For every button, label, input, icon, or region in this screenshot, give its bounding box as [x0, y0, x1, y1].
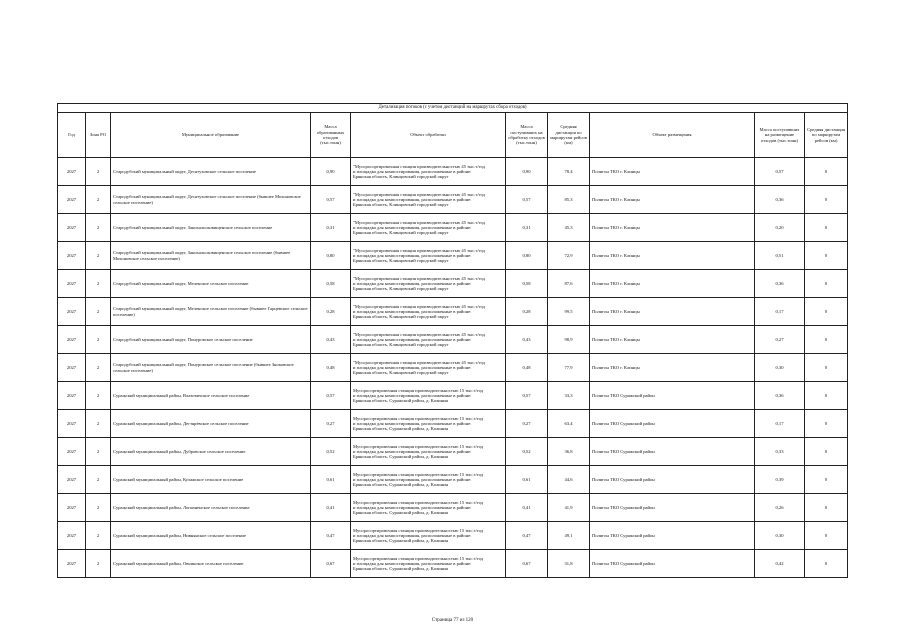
cell-processing-object: Мусоросортировочная станция производительностью 15 тыс.т/год и площадка для компостирования, расположенные в районе: Брянская область, Суражский район, д. Калинин: [351, 522, 506, 550]
table-row: [58, 550, 848, 578]
table-row: [58, 186, 848, 214]
cell-mass-generated: 0,43: [311, 326, 351, 354]
cell-avg-distance: 45,3: [548, 214, 590, 242]
table-row: [58, 158, 848, 186]
cell-placement-object: Полигон ТКО Суражский район: [590, 382, 755, 410]
cell-zone: 2: [86, 158, 111, 186]
cell-zone: 2: [86, 242, 111, 270]
cell-placement-object: Полигон ТКО г. Клинцы: [590, 326, 755, 354]
header-municipality: Муниципальное образование: [111, 113, 311, 158]
cell-mass-generated: 0,47: [311, 522, 351, 550]
header-zone: Зона РО: [86, 113, 111, 158]
cell-avg-distance-2: 0: [805, 354, 848, 382]
cell-mass-generated: 0,61: [311, 466, 351, 494]
cell-mass-generated: 0,58: [311, 270, 351, 298]
cell-year: 2027: [58, 298, 86, 326]
table-row: [58, 522, 848, 550]
table-row: [58, 214, 848, 242]
cell-placement-object: Полигон ТКО г. Клинцы: [590, 270, 755, 298]
cell-municipality: Стародубский муниципальный округ, Меленское сельское поселение (бывшее Гарцевское сельское поселение): [111, 298, 311, 326]
cell-municipality: Стародубский муниципальный округ, Десятуховское сельское поселение (бывшее Мохоновское сельское поселение): [111, 186, 311, 214]
cell-mass-placement: 0,36: [755, 382, 805, 410]
cell-avg-distance-2: 0: [805, 270, 848, 298]
cell-mass-processing: 0,58: [506, 270, 548, 298]
cell-placement-object: Полигон ТКО г. Клинцы: [590, 186, 755, 214]
cell-year: 2027: [58, 438, 86, 466]
page-number: Страница 77 из 120: [431, 618, 474, 623]
document-sheet: [57, 103, 847, 578]
cell-mass-processing: 0,43: [506, 326, 548, 354]
cell-zone: 2: [86, 494, 111, 522]
table-row: [58, 382, 848, 410]
header-mass-processing: Масса поступивших на обработку отходов (тыс.тонн): [506, 113, 548, 158]
table-row: [58, 438, 848, 466]
table-row: [58, 242, 848, 270]
cell-placement-object: Полигон ТКО г. Клинцы: [590, 214, 755, 242]
header-mass-generated: Масса образованных отходов (тыс.тонн): [311, 113, 351, 158]
cell-zone: 2: [86, 214, 111, 242]
cell-avg-distance: 87,6: [548, 270, 590, 298]
cell-mass-generated: 0,57: [311, 186, 351, 214]
cell-year: 2027: [58, 326, 86, 354]
cell-mass-placement: 0,20: [755, 214, 805, 242]
cell-year: 2027: [58, 242, 86, 270]
cell-mass-placement: 0,27: [755, 326, 805, 354]
cell-mass-processing: 0,61: [506, 466, 548, 494]
table-body: [58, 158, 848, 578]
cell-year: 2027: [58, 550, 86, 578]
cell-municipality: Стародубский муниципальный округ, Понуровское сельское поселение: [111, 326, 311, 354]
cell-mass-generated: 0,27: [311, 410, 351, 438]
cell-avg-distance: 33,3: [548, 382, 590, 410]
cell-avg-distance-2: 0: [805, 438, 848, 466]
cell-zone: 2: [86, 438, 111, 466]
cell-municipality: Суражский муниципальный район, Влазовичское сельское поселение: [111, 382, 311, 410]
cell-year: 2027: [58, 186, 86, 214]
cell-avg-distance-2: 0: [805, 494, 848, 522]
cell-mass-processing: 0,80: [506, 242, 548, 270]
cell-mass-processing: 0,47: [506, 522, 548, 550]
cell-avg-distance-2: 0: [805, 298, 848, 326]
cell-mass-generated: 0,28: [311, 298, 351, 326]
cell-year: 2027: [58, 522, 86, 550]
cell-avg-distance-2: 0: [805, 522, 848, 550]
cell-avg-distance: 36,8: [548, 438, 590, 466]
cell-year: 2027: [58, 158, 86, 186]
cell-zone: 2: [86, 382, 111, 410]
table-caption-row: [58, 104, 848, 113]
cell-zone: 2: [86, 326, 111, 354]
header-placement-object: Объект размещения: [590, 113, 755, 158]
cell-avg-distance: 49,1: [548, 522, 590, 550]
cell-year: 2027: [58, 382, 86, 410]
cell-avg-distance: 41,9: [548, 494, 590, 522]
cell-mass-placement: 0,26: [755, 494, 805, 522]
cell-placement-object: Полигон ТКО Суражский район: [590, 550, 755, 578]
cell-municipality: Стародубский муниципальный округ, Меленское сельское поселение: [111, 270, 311, 298]
cell-processing-object: "Мусоросортировочная станция производительностью 45 тыс.т/год и площадка для компостирования, расположенные в районе: Брянская область, Клинцовский городской округ: [351, 214, 506, 242]
cell-municipality: Суражский муниципальный район, Дегтярёвское сельское поселение: [111, 410, 311, 438]
cell-mass-generated: 0,52: [311, 438, 351, 466]
cell-mass-placement: 0,42: [755, 550, 805, 578]
table-row: [58, 494, 848, 522]
cell-mass-placement: 0,39: [755, 466, 805, 494]
cell-avg-distance-2: 0: [805, 214, 848, 242]
cell-placement-object: Полигон ТКО г. Клинцы: [590, 242, 755, 270]
cell-mass-placement: 0,57: [755, 158, 805, 186]
cell-avg-distance: 31,8: [548, 550, 590, 578]
cell-municipality: Стародубский муниципальный округ, Занохальсковищенское сельское поселение (бывшее Мохоновское сельское поселение): [111, 242, 311, 270]
cell-placement-object: Полигон ТКО Суражский район: [590, 438, 755, 466]
cell-avg-distance-2: 0: [805, 242, 848, 270]
cell-zone: 2: [86, 186, 111, 214]
cell-year: 2027: [58, 410, 86, 438]
cell-avg-distance-2: 0: [805, 186, 848, 214]
cell-processing-object: Мусоросортировочная станция производительностью 15 тыс.т/год и площадка для компостирования, расположенные в районе: Брянская область, Суражский район, д. Калинин: [351, 410, 506, 438]
header-mass-placement: Масса поступивших на размещение отходов (тыс.тонн): [755, 113, 805, 158]
cell-processing-object: Мусоросортировочная станция производительностью 15 тыс.т/год и площадка для компостирования, расположенные в районе: Брянская область, Суражский район, д. Калинин: [351, 438, 506, 466]
cell-mass-processing: 0,48: [506, 354, 548, 382]
cell-zone: 2: [86, 298, 111, 326]
table-row: [58, 270, 848, 298]
cell-year: 2027: [58, 270, 86, 298]
cell-avg-distance: 98,9: [548, 326, 590, 354]
cell-placement-object: Полигон ТКО г. Клинцы: [590, 158, 755, 186]
cell-municipality: Суражский муниципальный район, Овчинское сельское поселение: [111, 550, 311, 578]
cell-avg-distance: 78,4: [548, 158, 590, 186]
cell-zone: 2: [86, 550, 111, 578]
cell-mass-processing: 0,57: [506, 382, 548, 410]
cell-processing-object: "Мусоросортировочная станция производительностью 45 тыс.т/год и площадка для компостирования, расположенные в районе: Брянская область, Клинцовский городской округ: [351, 158, 506, 186]
cell-processing-object: "Мусоросортировочная станция производительностью 45 тыс.т/год и площадка для компостирования, расположенные в районе: Брянская область, Клинцовский городской округ: [351, 354, 506, 382]
cell-mass-placement: 0,36: [755, 270, 805, 298]
cell-mass-generated: 0,57: [311, 382, 351, 410]
cell-year: 2027: [58, 354, 86, 382]
cell-mass-processing: 0,28: [506, 298, 548, 326]
cell-mass-generated: 0,90: [311, 158, 351, 186]
header-year: Год: [58, 113, 86, 158]
cell-placement-object: Полигон ТКО г. Клинцы: [590, 298, 755, 326]
cell-avg-distance: 77,9: [548, 354, 590, 382]
cell-processing-object: Мусоросортировочная станция производительностью 15 тыс.т/год и площадка для компостирования, расположенные в районе: Брянская область, Суражский район, д. Калинин: [351, 494, 506, 522]
cell-processing-object: "Мусоросортировочная станция производительностью 45 тыс.т/год и площадка для компостирования, расположенные в районе: Брянская область, Клинцовский городской округ: [351, 326, 506, 354]
cell-processing-object: "Мусоросортировочная станция производительностью 45 тыс.т/год и площадка для компостирования, расположенные в районе: Брянская область, Клинцовский городской округ: [351, 298, 506, 326]
cell-mass-processing: 0,57: [506, 186, 548, 214]
cell-zone: 2: [86, 522, 111, 550]
cell-placement-object: Полигон ТКО Суражский район: [590, 494, 755, 522]
cell-mass-processing: 0,52: [506, 438, 548, 466]
cell-processing-object: Мусоросортировочная станция производительностью 15 тыс.т/год и площадка для компостирования, расположенные в районе: Брянская область, Суражский район, д. Калинин: [351, 466, 506, 494]
cell-avg-distance: 85,3: [548, 186, 590, 214]
cell-zone: 2: [86, 270, 111, 298]
cell-zone: 2: [86, 354, 111, 382]
cell-avg-distance: 44,6: [548, 466, 590, 494]
cell-mass-generated: 0,80: [311, 242, 351, 270]
cell-year: 2027: [58, 494, 86, 522]
cell-mass-placement: 0,30: [755, 354, 805, 382]
cell-zone: 2: [86, 410, 111, 438]
cell-processing-object: Мусоросортировочная станция производительностью 15 тыс.т/год и площадка для компостирования, расположенные в районе: Брянская область, Суражский район, д. Калинин: [351, 382, 506, 410]
cell-avg-distance: 72,9: [548, 242, 590, 270]
table-header-row: [58, 113, 848, 158]
cell-zone: 2: [86, 466, 111, 494]
cell-avg-distance-2: 0: [805, 158, 848, 186]
table-row: [58, 298, 848, 326]
cell-avg-distance-2: 0: [805, 466, 848, 494]
cell-year: 2027: [58, 214, 86, 242]
cell-placement-object: Полигон ТКО Суражский район: [590, 522, 755, 550]
cell-mass-placement: 0,33: [755, 438, 805, 466]
cell-municipality: Стародубский муниципальный округ, Занохальсковищенское сельское поселение: [111, 214, 311, 242]
table-row: [58, 410, 848, 438]
cell-mass-processing: 0,90: [506, 158, 548, 186]
cell-municipality: Суражский муниципальный район, Нивнянское сельское поселение: [111, 522, 311, 550]
cell-mass-processing: 0,31: [506, 214, 548, 242]
cell-mass-placement: 0,17: [755, 410, 805, 438]
table-row: [58, 354, 848, 382]
cell-municipality: Стародубский муниципальный округ, Десятуховское сельское поселение: [111, 158, 311, 186]
cell-mass-placement: 0,17: [755, 298, 805, 326]
cell-mass-placement: 0,51: [755, 242, 805, 270]
cell-avg-distance-2: 0: [805, 326, 848, 354]
header-avg-distance-2: Средняя дистанция по маршрутам рейсов (км): [805, 113, 848, 158]
cell-mass-placement: 0,36: [755, 186, 805, 214]
cell-avg-distance: 63,4: [548, 410, 590, 438]
cell-placement-object: Полигон ТКО Суражский район: [590, 466, 755, 494]
cell-avg-distance: 99,5: [548, 298, 590, 326]
cell-municipality: Стародубский муниципальный округ, Понуровское сельское поселение (бывшее Зноковское сельское поселение): [111, 354, 311, 382]
cell-municipality: Суражский муниципальный район, Кулажское сельское поселение: [111, 466, 311, 494]
cell-avg-distance-2: 0: [805, 382, 848, 410]
cell-processing-object: "Мусоросортировочная станция производительностью 45 тыс.т/год и площадка для компостирования, расположенные в районе: Брянская область, Клинцовский городской округ: [351, 242, 506, 270]
cell-mass-placement: 0,30: [755, 522, 805, 550]
cell-avg-distance-2: 0: [805, 410, 848, 438]
cell-mass-processing: 0,41: [506, 494, 548, 522]
table-row: [58, 326, 848, 354]
cell-processing-object: Мусоросортировочная станция производительностью 15 тыс.т/год и площадка для компостирования, расположенные в районе: Брянская область, Суражский район, д. Калинин: [351, 550, 506, 578]
cell-placement-object: Полигон ТКО г. Клинцы: [590, 354, 755, 382]
cell-mass-generated: 0,41: [311, 494, 351, 522]
cell-year: 2027: [58, 466, 86, 494]
cell-mass-processing: 0,27: [506, 410, 548, 438]
table-caption: Детализация потоков (с учетом дистанций на маршрутах сбора отходов): [58, 104, 848, 113]
cell-mass-generated: 0,67: [311, 550, 351, 578]
header-processing-object: Объект обработки: [351, 113, 506, 158]
header-avg-distance: Средняя дистанция по маршрутам рейсов (км): [548, 113, 590, 158]
cell-mass-processing: 0,67: [506, 550, 548, 578]
cell-avg-distance-2: 0: [805, 550, 848, 578]
table-row: [58, 466, 848, 494]
cell-mass-generated: 0,48: [311, 354, 351, 382]
cell-processing-object: "Мусоросортировочная станция производительностью 45 тыс.т/год и площадка для компостирования, расположенные в районе: Брянская область, Клинцовский городской округ: [351, 270, 506, 298]
cell-processing-object: "Мусоросортировочная станция производительностью 45 тыс.т/год и площадка для компостирования, расположенные в районе: Брянская область, Клинцовский городской округ: [351, 186, 506, 214]
cell-mass-generated: 0,31: [311, 214, 351, 242]
cell-placement-object: Полигон ТКО Суражский район: [590, 410, 755, 438]
flows-table: [57, 103, 848, 578]
cell-municipality: Суражский муниципальный район, Дубровское сельское поселение: [111, 438, 311, 466]
cell-municipality: Суражский муниципальный район, Лопазненское сельское поселение: [111, 494, 311, 522]
